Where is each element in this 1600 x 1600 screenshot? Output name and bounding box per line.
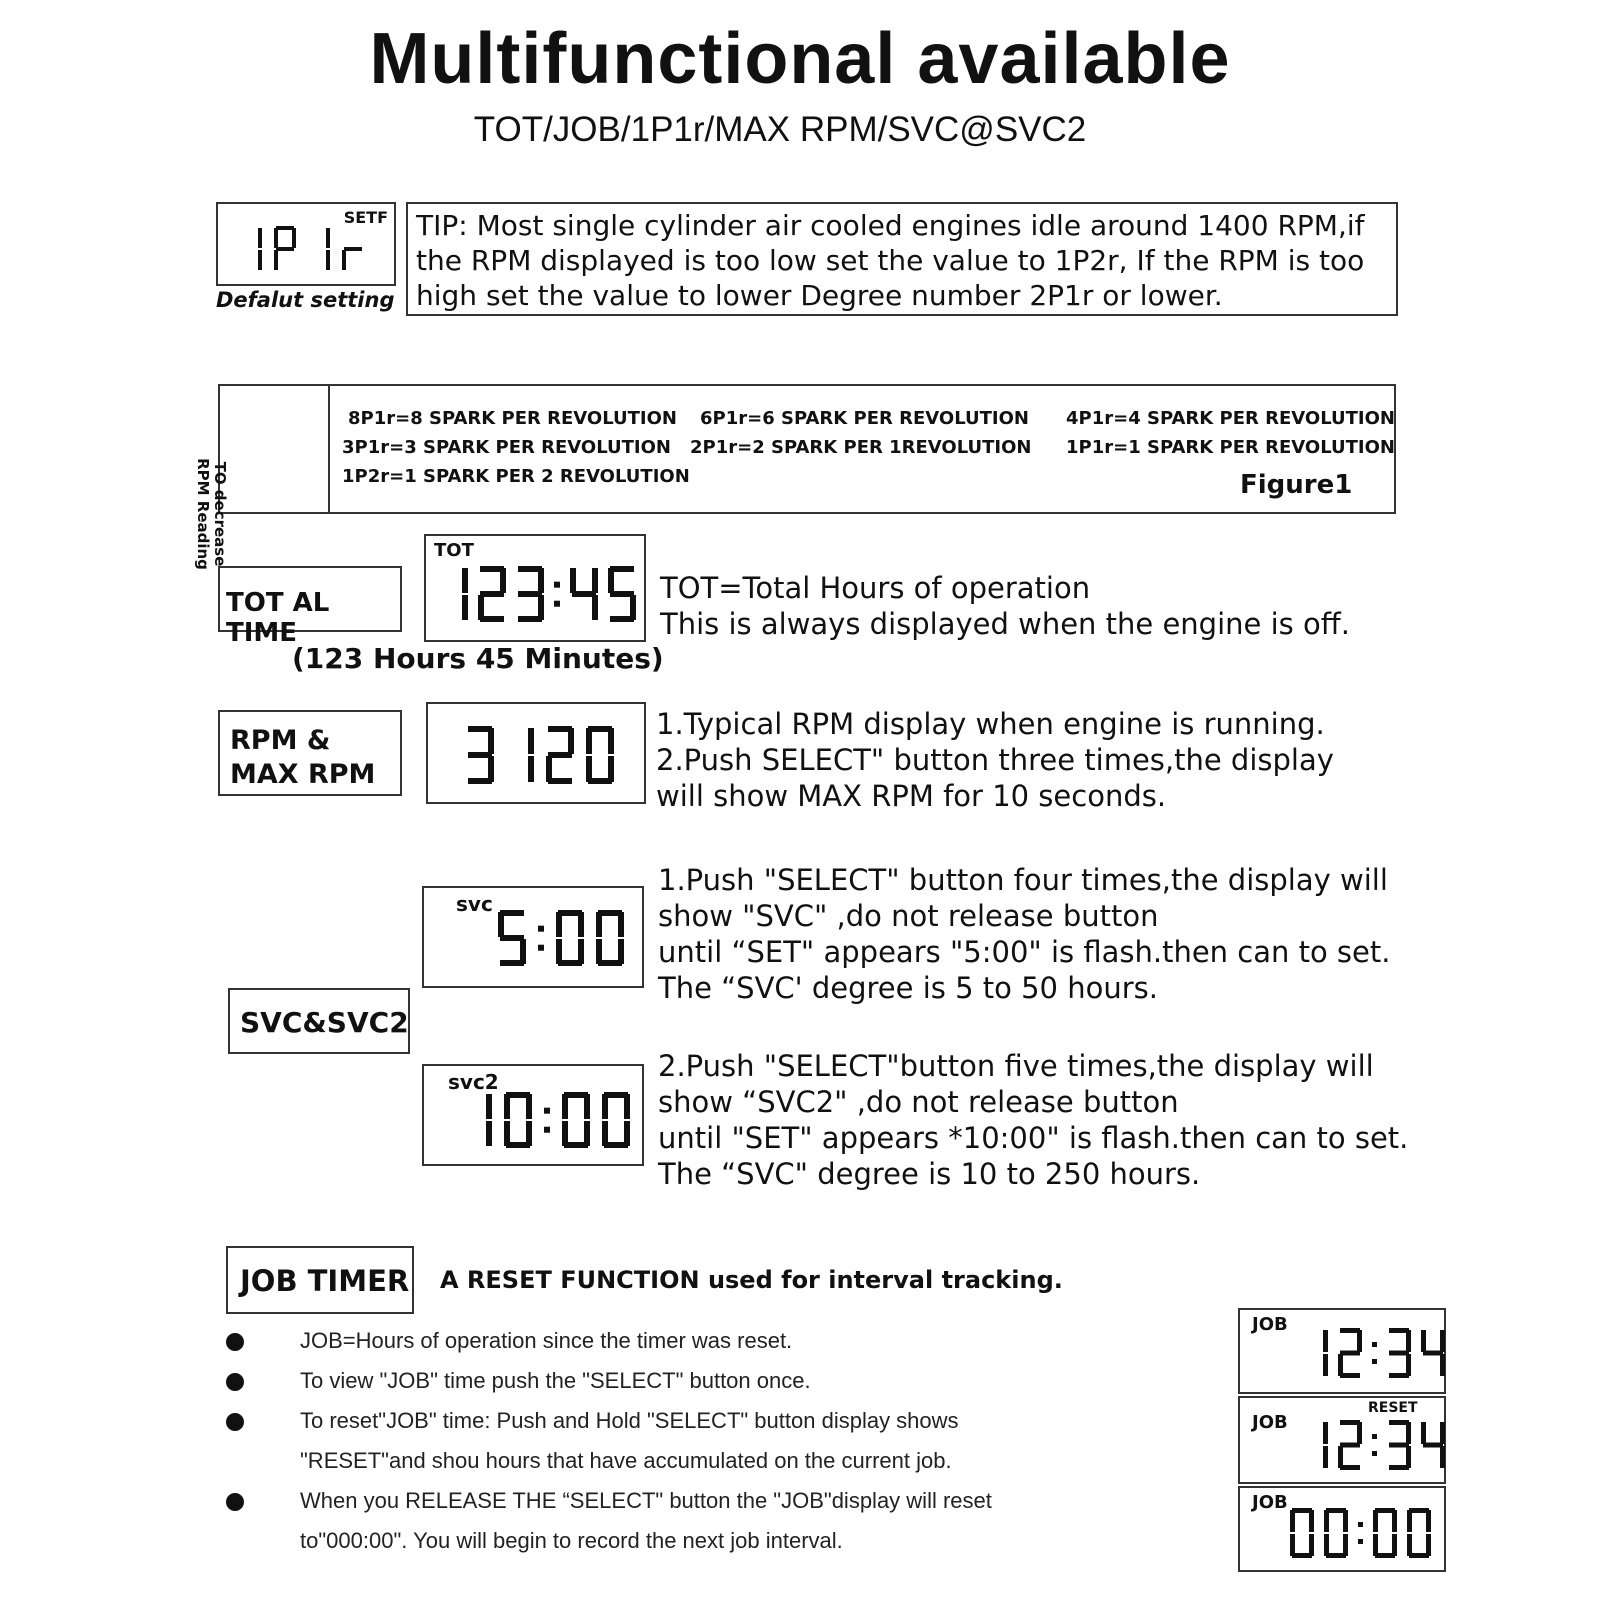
bullet-icon [226,1333,244,1351]
svc1-lcd-tag: svc [456,892,493,916]
lcd-segment [520,939,526,964]
lcd-segment [276,247,294,251]
lcd-segment [1407,1534,1412,1556]
lcd-segment [1358,1522,1363,1527]
lcd-segment [596,939,602,964]
tot-lcd [424,534,646,642]
setting-lcd-tag: SETF [343,208,388,227]
lcd-segment [258,250,262,270]
lcd-segment [258,228,262,248]
svc2-lcd [422,1064,644,1166]
lcd-segment [274,250,278,270]
lcd-segment [584,1121,590,1146]
tot-desc-line: This is always displayed when the engine is off. [660,607,1350,641]
lcd-segment [274,228,278,248]
svc2-lcd-tag: svc2 [448,1070,499,1094]
rpm-desc [656,706,1334,814]
job-lcd-tag: JOB [1252,1492,1288,1513]
lcd-segment [1392,1534,1397,1556]
lcd-segment [1372,1451,1377,1456]
lcd-segment [538,595,544,620]
rpm-label-line: RPM & [230,725,331,756]
lcd-segment [486,1094,492,1119]
lcd-segment [1343,1534,1348,1556]
lcd-segment [618,939,624,964]
lcd-segment [486,1121,492,1146]
lcd-segment [1373,1534,1378,1556]
setting-caption: Defalut setting [216,288,395,312]
svc2-lcd-digits [424,1066,646,1168]
lcd-segment [624,1094,630,1119]
rpm-desc-line: will show MAX RPM for 10 seconds. [656,779,1167,813]
lcd-segment [1372,1434,1377,1439]
lcd-segment [1440,1330,1445,1352]
job-bullet-line: to"000:00". You will begin to record the next job interval. [300,1528,843,1553]
lcd-segment [504,1094,510,1119]
tip-line: the RPM displayed is too low set the value to 1P2r, If the RPM is too [416,244,1365,277]
job-bullet-line: "RESET"and shou hours that have accumulated on the current job. [300,1448,952,1473]
lcd-segment [578,912,584,937]
job-lcd-2 [1238,1396,1446,1484]
lcd-segment [570,568,576,593]
lcd-segment [1421,1330,1426,1352]
lcd-segment [1323,1422,1328,1444]
lcd-segment [500,568,506,593]
figure1-cell: 8P1r=8 SPARK PER REVOLUTION [348,408,677,429]
lcd-segment [488,728,494,754]
lcd-segment [544,1108,550,1114]
lcd-segment [462,568,468,593]
tot-lcd-digits [426,536,648,644]
lcd-segment [618,912,624,937]
figure1-cell: 1P2r=1 SPARK PER 2 REVOLUTION [342,466,690,487]
figure1-cell: 4P1r=4 SPARK PER REVOLUTION [1066,408,1395,429]
lcd-segment [528,756,534,782]
lcd-segment [478,595,484,620]
setting-lcd [216,202,396,286]
figure1-caption: Figure1 [1240,470,1353,500]
svc2-desc-line: until "SET" appears *10:00" is flash.then can to set. [658,1121,1409,1155]
bullet-icon [226,1373,244,1391]
lcd-segment [1426,1534,1431,1556]
lcd-segment [528,728,534,754]
tot-desc-line: TOT=Total Hours of operation [660,571,1091,605]
figure1-cell: 6P1r=6 SPARK PER REVOLUTION [700,408,1029,429]
lcd-segment [1309,1534,1314,1556]
figure1-cell: 1P1r=1 SPARK PER REVOLUTION [1066,437,1395,458]
lcd-segment [1407,1510,1412,1532]
lcd-segment [1440,1422,1445,1444]
lcd-segment [498,912,504,937]
rpm-label-line: MAX RPM [230,759,376,790]
lcd-segment [1357,1422,1362,1444]
lcd-segment [1406,1330,1411,1352]
svc1-desc [658,862,1390,1006]
job-lcd-tag: JOB [1252,1412,1288,1433]
svc2-desc-line: The “SVC" degree is 10 to 250 hours. [658,1157,1201,1191]
lcd-segment [562,1094,568,1119]
lcd-segment [1357,1330,1362,1352]
lcd-segment [1372,1359,1377,1364]
lcd-segment [568,728,574,754]
svc1-desc-line: until “SET" appears "5:00" is flash.then can to set. [658,935,1391,969]
bullet-icon [226,1493,244,1511]
tot-lcd-tag: TOT [434,540,474,561]
lcd-segment [624,1121,630,1146]
tot-label: TOT AL TIME [218,566,402,632]
lcd-segment [462,595,468,620]
lcd-segment [1440,1446,1445,1468]
lcd-segment [546,756,552,782]
lcd-segment [592,595,598,620]
lcd-segment [602,1121,608,1146]
lcd-segment [1358,1539,1363,1544]
lcd-segment [1323,1446,1328,1468]
job-lcd-3 [1238,1486,1446,1572]
rpm-desc-line: 2.Push SELECT" button three times,the display [656,743,1334,777]
lcd-segment [608,568,614,593]
page-subtitle: TOT/JOB/1P1r/MAX RPM/SVC@SVC2 [473,110,1087,149]
lcd-segment [326,228,330,248]
svc1-lcd-digits [424,888,646,990]
lcd-segment [1338,1354,1343,1376]
svc1-desc-line: show "SVC" ,do not release button [658,899,1159,933]
lcd-segment [1323,1354,1328,1376]
lcd-segment [592,568,598,593]
lcd-segment [1406,1446,1411,1468]
lcd-segment [538,926,544,932]
figure1-cell: 2P1r=2 SPARK PER 1REVOLUTION [690,437,1032,458]
rpm-label [218,710,402,796]
lcd-segment [1406,1422,1411,1444]
lcd-segment [1373,1510,1378,1532]
lcd-segment [608,756,614,782]
job-bullet-line: When you RELEASE THE “SELECT" button the "JOB"display will reset [300,1488,992,1513]
lcd-segment [504,1121,510,1146]
rpm-lcd-digits [428,704,648,806]
lcd-segment [1406,1354,1411,1376]
lcd-segment [276,226,294,230]
lcd-segment [1290,1534,1295,1556]
lcd-segment [538,568,544,593]
tip-line: TIP: Most single cylinder air cooled engines idle around 1400 RPM,if [416,209,1365,242]
lcd-segment [1372,1342,1377,1347]
lcd-segment [596,912,602,937]
figure1-side-label: RPM Reading [194,458,212,570]
lcd-segment [608,728,614,754]
rpm-lcd [426,702,646,804]
job-lcd-reset-tag: RESET [1368,1400,1418,1416]
lcd-segment [554,582,560,588]
bullet-icon [226,1413,244,1431]
svc1-desc-line: The “SVC' degree is 5 to 50 hours. [658,971,1158,1005]
lcd-segment [602,1094,608,1119]
lcd-segment [1324,1534,1329,1556]
lcd-segment [1440,1354,1445,1376]
lcd-segment [556,912,562,937]
figure1-side-label: TO decrease [211,461,229,567]
tot-desc [660,570,1350,642]
lcd-segment [586,756,592,782]
job-label: JOB TIMER [226,1246,414,1314]
lcd-segment [1324,1510,1329,1532]
figure1-side [194,386,330,570]
rpm-desc-line: 1.Typical RPM display when engine is running. [656,707,1325,741]
job-bullet-line: To view "JOB" time push the "SELECT" button once. [300,1368,811,1393]
lcd-segment [1323,1330,1328,1352]
job-bullet-line: To reset"JOB" time: Push and Hold "SELECT" button display shows [300,1408,959,1433]
svc-label: SVC&SVC2 [228,988,410,1054]
tip-line: high set the value to lower Degree number 2P1r or lower. [416,279,1223,312]
job-lcd-digits [1240,1398,1448,1486]
lcd-segment [344,247,362,251]
lcd-segment [292,228,296,248]
lcd-segment [526,1094,532,1119]
tot-caption: (123 Hours 45 Minutes) [292,642,664,675]
lcd-segment [1309,1510,1314,1532]
job-bullet-line: JOB=Hours of operation since the timer was reset. [300,1328,793,1353]
lcd-segment [488,756,494,782]
job-lcd-digits [1240,1310,1448,1396]
lcd-segment [562,1121,568,1146]
job-headline: A RESET FUNCTION used for interval tracking. [440,1266,1063,1294]
svc1-lcd [422,886,644,988]
lcd-segment [1426,1510,1431,1532]
lcd-segment [586,728,592,754]
job-lcd-digits [1240,1488,1448,1574]
svc1-desc-line: 1.Push "SELECT" button four times,the display will [658,863,1388,897]
tip-box [406,202,1398,316]
lcd-segment [326,250,330,270]
svc2-desc-line: show “SVC2" ,do not release button [658,1085,1179,1119]
svc2-desc [658,1048,1408,1192]
lcd-segment [1338,1446,1343,1468]
page-title: Multifunctional available [369,19,1231,99]
job-lcd-1 [1238,1308,1446,1394]
lcd-segment [1290,1510,1295,1532]
figure1-cell: 3P1r=3 SPARK PER REVOLUTION [342,437,671,458]
lcd-segment [630,595,636,620]
lcd-segment [544,1127,550,1133]
lcd-segment [1343,1510,1348,1532]
lcd-segment [584,1094,590,1119]
lcd-segment [526,1121,532,1146]
lcd-segment [538,945,544,951]
lcd-segment [1392,1510,1397,1532]
lcd-segment [554,601,560,607]
setting-lcd-digits [218,204,398,288]
lcd-segment [578,939,584,964]
svc2-desc-line: 2.Push "SELECT"button five times,the display will [658,1049,1374,1083]
lcd-segment [556,939,562,964]
lcd-segment [1421,1422,1426,1444]
job-lcd-tag: JOB [1252,1314,1288,1335]
lcd-segment [342,250,346,270]
